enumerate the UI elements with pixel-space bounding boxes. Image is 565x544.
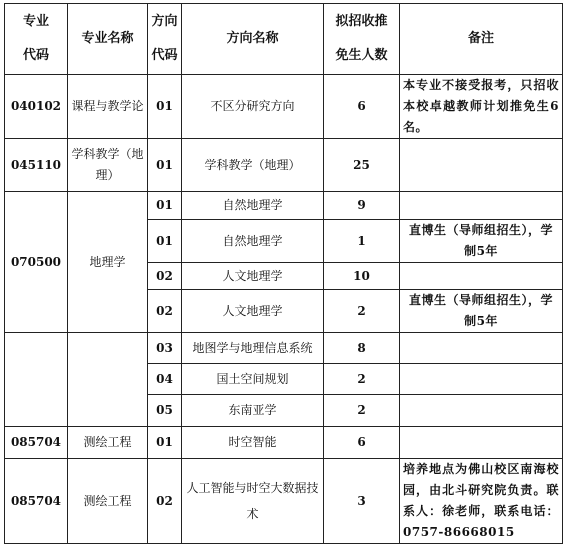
note-cell [400, 192, 563, 220]
header-direction-code: 方向 代码 [148, 4, 182, 75]
note-cell: 直博生（导师组招生），学制5年 [400, 220, 563, 263]
table-row [5, 427, 563, 459]
direction-name-cell: 自然地理学 [182, 220, 324, 263]
quota-cell: 25 [324, 139, 400, 192]
direction-code-cell: 01 [148, 220, 182, 263]
table-row [5, 139, 563, 192]
major-code-cell: 085704 [5, 427, 68, 459]
direction-name-cell: 人工智能与时空大数据技术 [182, 459, 324, 544]
major-code-cell: 070500 [5, 192, 68, 333]
note-cell [400, 395, 563, 427]
quota-cell: 10 [324, 263, 400, 290]
note-cell: 培养地点为佛山校区南海校园，由北斗研究院负责。联系人：徐老师，联系电话：0757-86668015 [400, 459, 563, 544]
header-major-code: 专业 代码 [5, 4, 68, 75]
header-direction-name: 方向名称 [182, 4, 324, 75]
major-code-cell: 040102 [5, 75, 68, 139]
direction-code-cell: 01 [148, 192, 182, 220]
note-cell [400, 139, 563, 192]
direction-name-cell: 国土空间规划 [182, 364, 324, 395]
direction-name-cell: 东南亚学 [182, 395, 324, 427]
quota-cell: 2 [324, 364, 400, 395]
major-name-cell: 课程与教学论 [68, 75, 148, 139]
direction-name-cell: 学科教学（地理） [182, 139, 324, 192]
direction-code-cell: 02 [148, 459, 182, 544]
header-row [5, 4, 563, 75]
direction-name-cell: 人文地理学 [182, 290, 324, 333]
quota-cell: 3 [324, 459, 400, 544]
quota-cell: 2 [324, 395, 400, 427]
header-quota: 拟招收推 免生人数 [324, 4, 400, 75]
note-cell: 本专业不接受报考，只招收本校卓越教师计划推免生6名。 [400, 75, 563, 139]
direction-name-cell: 地图学与地理信息系统 [182, 333, 324, 364]
direction-code-cell: 02 [148, 290, 182, 333]
major-code-cell [5, 333, 68, 427]
note-cell [400, 364, 563, 395]
note-cell [400, 333, 563, 364]
major-name-cell: 测绘工程 [68, 427, 148, 459]
note-cell: 直博生（导师组招生），学制5年 [400, 290, 563, 333]
header-major-name: 专业名称 [68, 4, 148, 75]
direction-code-cell: 05 [148, 395, 182, 427]
major-name-cell [68, 333, 148, 427]
table-row [5, 459, 563, 544]
major-name-cell: 地理学 [68, 192, 148, 333]
enrollment-plan-table [4, 3, 563, 544]
quota-cell: 6 [324, 427, 400, 459]
major-code-cell: 045110 [5, 139, 68, 192]
major-name-cell: 测绘工程 [68, 459, 148, 544]
note-cell [400, 263, 563, 290]
table-row [5, 333, 563, 364]
quota-cell: 1 [324, 220, 400, 263]
direction-name-cell: 自然地理学 [182, 192, 324, 220]
quota-cell: 2 [324, 290, 400, 333]
quota-cell: 8 [324, 333, 400, 364]
quota-cell: 6 [324, 75, 400, 139]
direction-code-cell: 01 [148, 139, 182, 192]
major-name-cell: 学科教学（地理） [68, 139, 148, 192]
direction-code-cell: 01 [148, 427, 182, 459]
direction-code-cell: 01 [148, 75, 182, 139]
quota-cell: 9 [324, 192, 400, 220]
direction-code-cell: 02 [148, 263, 182, 290]
direction-name-cell: 时空智能 [182, 427, 324, 459]
direction-code-cell: 04 [148, 364, 182, 395]
header-note: 备注 [400, 4, 563, 75]
note-cell [400, 427, 563, 459]
direction-name-cell: 不区分研究方向 [182, 75, 324, 139]
table-row [5, 192, 563, 220]
direction-code-cell: 03 [148, 333, 182, 364]
direction-name-cell: 人文地理学 [182, 263, 324, 290]
table-row [5, 75, 563, 139]
major-code-cell: 085704 [5, 459, 68, 544]
